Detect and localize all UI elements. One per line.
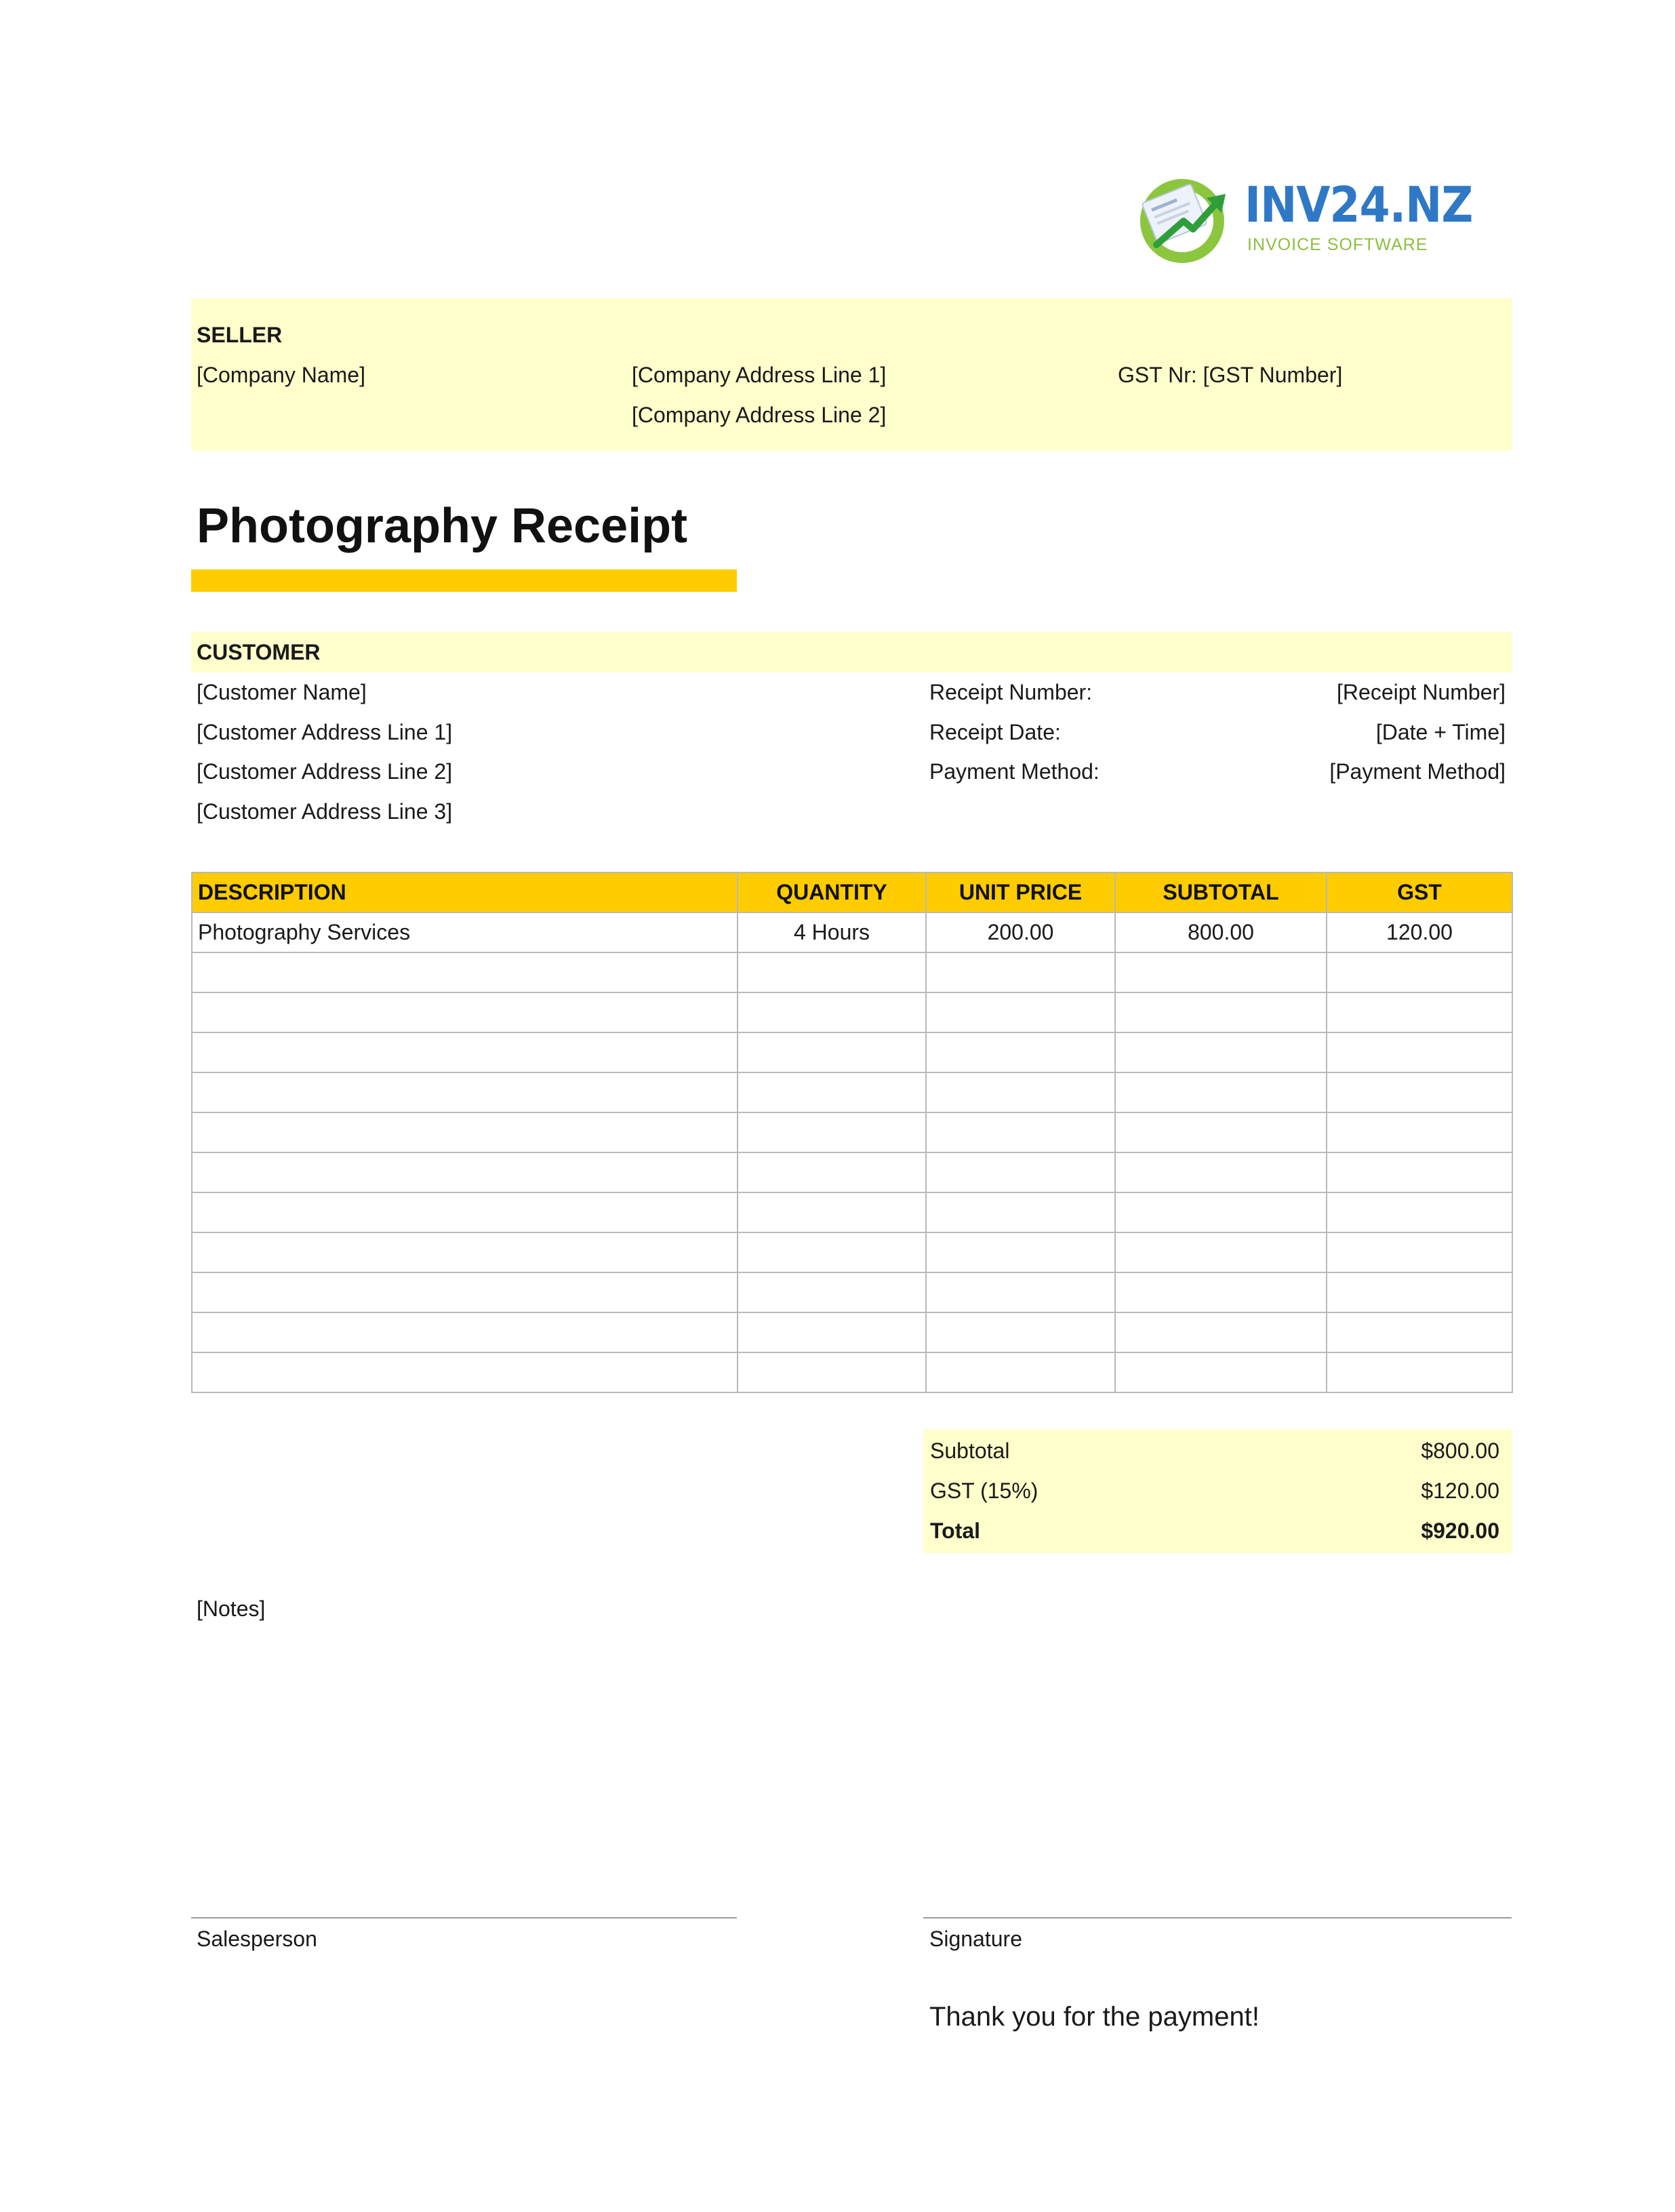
table-row	[192, 1272, 1512, 1312]
total-row	[930, 1512, 1499, 1550]
cell-description	[192, 1312, 738, 1352]
thank-you-message: Thank you for the payment!	[929, 2002, 1259, 2032]
seller-address-line-2: [Company Address Line 2]	[632, 403, 887, 427]
seller-address-line-1: [Company Address Line 1]	[632, 363, 887, 387]
cell-unit-price	[926, 952, 1115, 992]
cell-unit-price	[926, 1352, 1115, 1392]
cell-unit-price	[926, 1112, 1115, 1152]
cell-unit-price	[926, 1032, 1115, 1072]
table-row	[192, 1112, 1512, 1152]
cell-subtotal	[1115, 1032, 1327, 1072]
cell-description: Photography Services	[192, 912, 738, 952]
column-header-subtotal: SUBTOTAL	[1115, 872, 1327, 912]
table-row	[192, 1032, 1512, 1072]
receipt-date-value: [Date + Time]	[1375, 720, 1506, 744]
cell-gst	[1327, 1112, 1512, 1152]
cell-subtotal	[1115, 1192, 1327, 1232]
table-row	[192, 1072, 1512, 1112]
page-title: Photography Receipt	[197, 499, 688, 553]
cell-gst	[1327, 1312, 1512, 1352]
cell-description	[192, 1112, 738, 1152]
cell-subtotal	[1115, 1112, 1327, 1152]
cell-description	[192, 1192, 738, 1232]
receipt-date-label: Receipt Date:	[929, 720, 1061, 744]
cell-unit-price	[926, 992, 1115, 1032]
cell-description	[192, 1272, 738, 1312]
cell-unit-price	[926, 1232, 1115, 1272]
cell-gst: 120.00	[1327, 912, 1512, 952]
line-items-table	[191, 872, 1513, 1393]
subtotal-label: Subtotal	[930, 1439, 1010, 1463]
cell-subtotal	[1115, 1072, 1327, 1112]
cell-quantity	[738, 1352, 926, 1392]
payment-method-value: [Payment Method]	[1329, 759, 1506, 784]
cell-gst	[1327, 1352, 1512, 1392]
cell-description	[192, 1352, 738, 1392]
cell-quantity	[738, 992, 926, 1032]
cell-unit-price	[926, 1192, 1115, 1232]
customer-name: [Customer Name]	[197, 680, 367, 704]
title-underline-bar	[191, 569, 737, 592]
cell-description	[192, 1152, 738, 1192]
receipt-number-label: Receipt Number:	[929, 680, 1093, 704]
customer-address-line-3: [Customer Address Line 3]	[197, 799, 453, 824]
salesperson-line	[191, 1917, 737, 1918]
cell-subtotal	[1115, 1312, 1327, 1352]
notes: [Notes]	[197, 1596, 266, 1621]
gst-value: $120.00	[1421, 1479, 1499, 1503]
table-row	[192, 1192, 1512, 1232]
seller-gst-number: GST Nr: [GST Number]	[1118, 363, 1343, 387]
logo-subtitle: INVOICE SOFTWARE	[1247, 235, 1428, 254]
table-row	[192, 912, 1512, 952]
cell-unit-price	[926, 1272, 1115, 1312]
cell-gst	[1327, 992, 1512, 1032]
receipt-number-value: [Receipt Number]	[1337, 680, 1506, 704]
cell-subtotal	[1115, 952, 1327, 992]
company-logo	[1136, 167, 1473, 268]
growth-arrow-logo-icon	[1136, 174, 1238, 265]
table-row	[192, 992, 1512, 1032]
cell-gst	[1327, 1152, 1512, 1192]
cell-subtotal	[1115, 1152, 1327, 1192]
cell-quantity	[738, 1152, 926, 1192]
table-row	[192, 1152, 1512, 1192]
cell-unit-price	[926, 1312, 1115, 1352]
gst-row	[930, 1472, 1499, 1510]
column-header-unit-price: UNIT PRICE	[926, 872, 1115, 912]
cell-gst	[1327, 1272, 1512, 1312]
total-label: Total	[930, 1519, 981, 1543]
column-header-quantity: QUANTITY	[738, 872, 926, 912]
cell-unit-price	[926, 1152, 1115, 1192]
customer-address-line-1: [Customer Address Line 1]	[197, 720, 453, 744]
cell-unit-price	[926, 1072, 1115, 1112]
cell-subtotal	[1115, 1352, 1327, 1392]
subtotal-row	[930, 1432, 1499, 1470]
cell-quantity	[738, 1192, 926, 1232]
seller-company-name: [Company Name]	[197, 363, 365, 387]
table-header-row	[192, 872, 1512, 912]
signature-label: Signature	[929, 1927, 1022, 1951]
column-header-gst: GST	[1327, 872, 1512, 912]
customer-address-line-2: [Customer Address Line 2]	[197, 759, 453, 784]
cell-subtotal: 800.00	[1115, 912, 1327, 952]
cell-description	[192, 992, 738, 1032]
customer-heading-band	[191, 632, 1512, 672]
cell-unit-price: 200.00	[926, 912, 1115, 952]
cell-subtotal	[1115, 992, 1327, 1032]
cell-quantity	[738, 1032, 926, 1072]
column-header-description: DESCRIPTION	[192, 872, 738, 912]
cell-quantity	[738, 952, 926, 992]
table-row	[192, 952, 1512, 992]
cell-gst	[1327, 1032, 1512, 1072]
cell-description	[192, 952, 738, 992]
total-value: $920.00	[1421, 1519, 1499, 1543]
cell-subtotal	[1115, 1272, 1327, 1312]
cell-description	[192, 1032, 738, 1072]
seller-heading: SELLER	[197, 323, 283, 347]
cell-description	[192, 1232, 738, 1272]
gst-label: GST (15%)	[930, 1479, 1038, 1503]
cell-quantity: 4 Hours	[738, 912, 926, 952]
salesperson-label: Salesperson	[197, 1927, 317, 1951]
subtotal-value: $800.00	[1421, 1439, 1499, 1463]
cell-gst	[1327, 1192, 1512, 1232]
cell-quantity	[738, 1232, 926, 1272]
table-row	[192, 1312, 1512, 1352]
cell-quantity	[738, 1312, 926, 1352]
table-row	[192, 1352, 1512, 1392]
cell-gst	[1327, 952, 1512, 992]
cell-subtotal	[1115, 1232, 1327, 1272]
payment-method-label: Payment Method:	[929, 759, 1099, 784]
cell-description	[192, 1072, 738, 1112]
signature-line	[923, 1917, 1512, 1918]
cell-gst	[1327, 1072, 1512, 1112]
cell-quantity	[738, 1272, 926, 1312]
customer-heading: CUSTOMER	[197, 640, 321, 664]
cell-quantity	[738, 1072, 926, 1112]
logo-brand-text: INV24.NZ	[1245, 176, 1473, 233]
cell-quantity	[738, 1112, 926, 1152]
table-row	[192, 1232, 1512, 1272]
cell-gst	[1327, 1232, 1512, 1272]
